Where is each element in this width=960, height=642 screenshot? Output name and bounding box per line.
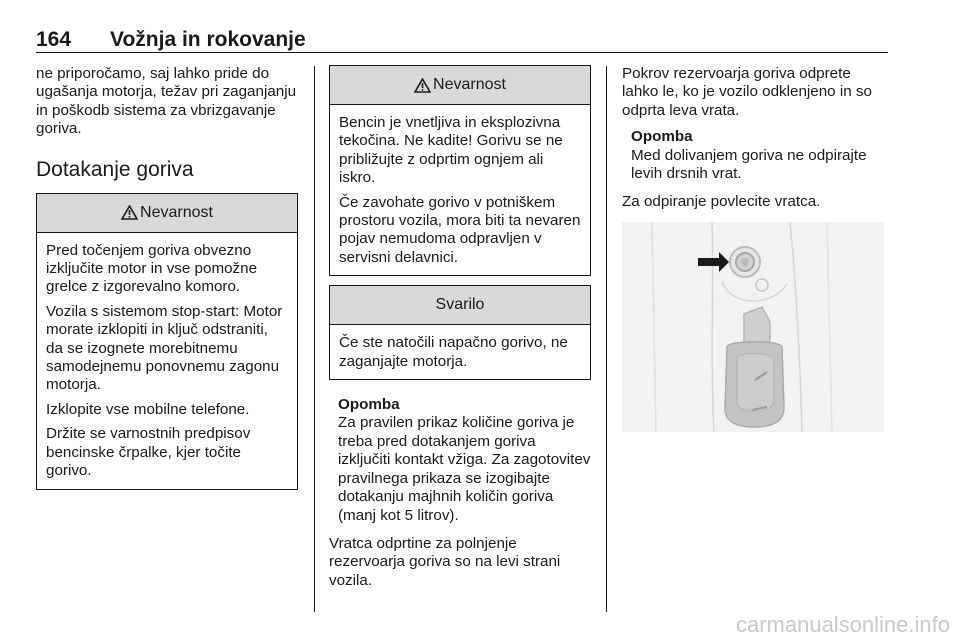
danger-box (329, 65, 591, 276)
danger-box-body (37, 233, 297, 489)
column-middle (329, 65, 591, 590)
note-title: Opomba (338, 396, 400, 414)
danger-box-header (330, 66, 590, 105)
warning-box-title: Svarilo (435, 296, 485, 314)
page-header (36, 28, 888, 53)
watermark-text: carmanualsonline.info (735, 612, 950, 637)
intro-paragraph: Pokrov rezervoarja goriva odprete lahko le, ko je vozilo odklenjeno in so odprta leva vrata. (622, 65, 872, 119)
body-paragraph: Za odpiranje povlecite vratca. (622, 193, 821, 211)
column-divider (314, 66, 315, 612)
warning-box-body (330, 325, 590, 379)
note-text: Za pravilen prikaz količine goriva je treba pred dotakanjem goriva izključiti kontakt vžiga. Za zagotovitev pravilnega prikaza se izogibajte dotakanju majhnih količin goriva (manj kot 5 litrov). (338, 414, 591, 524)
danger-paragraph: Bencin je vnetljiva in eksplozivna tekočina. Ne kadite! Gorivu se ne približujte z odprtim ognjem ali iskro. (339, 114, 563, 187)
warning-triangle-icon (121, 205, 138, 220)
note-block (622, 128, 888, 183)
warning-box (329, 285, 591, 380)
danger-paragraph: Če zavohate gorivo v potniškem prostoru vozila, mora biti ta nevaren pojav nemudoma odpravljen v servisni delavnici. (339, 193, 581, 266)
danger-box-body (330, 105, 590, 275)
danger-box (36, 193, 298, 490)
warning-triangle-icon (414, 78, 431, 93)
column-right (622, 65, 888, 437)
danger-box-title: Nevarnost (433, 76, 506, 93)
page-number: 164 (36, 28, 72, 51)
body-paragraph: Vratca odprtine za polnjenje rezervoarja goriva so na levi strani vozila. (329, 534, 561, 589)
column-left (36, 65, 298, 490)
column-divider (606, 66, 607, 612)
danger-box-title: Nevarnost (140, 203, 213, 221)
note-text: Med dolivanjem goriva ne odpirajte levih drsnih vrat. (631, 146, 867, 183)
note-title: Opomba (631, 128, 693, 146)
chapter-title: Vožnja in rokovanje (110, 28, 306, 51)
danger-paragraph: Vozila s sistemom stop-start: Motor morate izklopiti in ključ odstraniti, da se izognete morebitnemu samodejnemu ponovnemu zagonu motorja. (46, 302, 283, 394)
warning-box-header (330, 286, 590, 325)
section-heading: Dotakanje goriva (36, 157, 194, 181)
danger-box-header (37, 194, 297, 233)
warning-paragraph: Če ste natočili napačno gorivo, ne zaganjajte motorja. (339, 334, 568, 370)
intro-paragraph: ne priporočamo, saj lahko pride do ugašanja motorja, težav pri zaganjanju in poškodb sistema za vbrizgavanje goriva. (36, 65, 297, 138)
note-block (329, 396, 591, 525)
danger-paragraph: Pred točenjem goriva obvezno izključite motor in vse pomožne grelce z izgorevalno komoro. (46, 241, 258, 296)
fuel-filler-flap-illustration (622, 222, 884, 432)
danger-paragraph: Držite se varnostnih predpisov bencinske črpalke, kjer točite gorivo. (46, 425, 251, 480)
danger-paragraph: Izklopite vse mobilne telefone. (46, 400, 250, 418)
